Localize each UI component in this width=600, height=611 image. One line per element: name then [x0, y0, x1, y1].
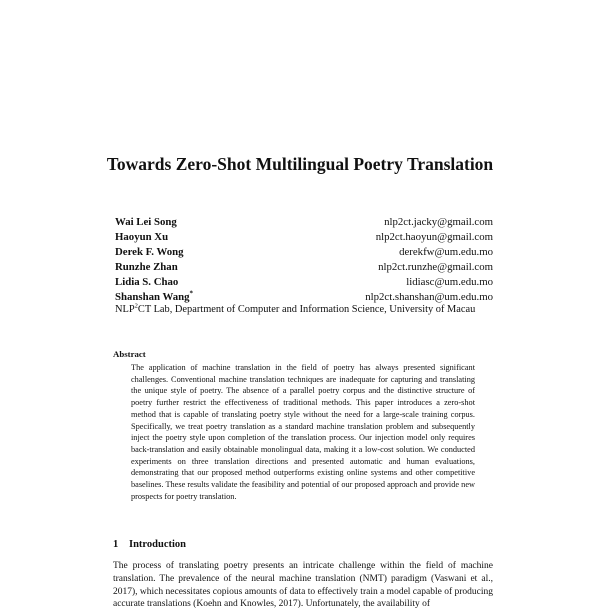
introduction-text: The process of translating poetry presents an intricate challenge within the field of machine translation. The prevalence of the neural machine translation (NMT) paradigm (Vaswani et al., 2017), which necessitates copious amounts of data to effectively train a model capable of producing accurate translations (Koehn and Knowles, 2017). Unfortunately, the availability of	[113, 561, 493, 610]
section-heading-introduction: 1 Introduction	[113, 539, 186, 550]
author-row	[115, 260, 493, 275]
author-email: derekfw@um.edu.mo	[399, 246, 493, 258]
author-email: nlp2ct.shanshan@um.edu.mo	[365, 291, 493, 303]
paper-title: Towards Zero-Shot Multilingual Poetry Translation	[106, 154, 494, 174]
author-name: Shanshan Wang*	[115, 289, 194, 303]
author-row	[115, 215, 493, 230]
corresponding-author-mark: *	[189, 289, 194, 298]
author-email: nlp2ct.runzhe@gmail.com	[378, 261, 493, 273]
author-name: Haoyun Xu	[115, 231, 169, 243]
author-name: Lidia S. Chao	[115, 276, 179, 288]
affiliation: NLP$^2$CT Lab, Department of Computer and Information Science, University of Macau	[115, 302, 476, 315]
author-name: Derek F. Wong	[115, 246, 184, 258]
abstract-heading: Abstract	[113, 349, 146, 359]
author-row	[115, 245, 493, 260]
author-name: Wai Lei Song	[115, 216, 177, 228]
abstract-text: The application of machine translation in the field of poetry has always presented significant challenges. Conventional machine translation techniques are inadequate for capturing and translating the unique style of poetry. The absence of a parallel poetry corpus and the distinctive structure of poetry further restrict the effectiveness of traditional methods. This paper introduces a zero-shot method that is capable of translating poetry style without the need for a large-scale training corpus. Specifically, we treat poetry translation as a standard machine translation problem and subsequently inject the poetry style upon completion of the translation process. Our injection model only requires back-translation and easily obtainable monolingual data, making it a low-cost solution. We conducted experiments on three translation directions and presented automatic and human evaluations, demonstrating that our proposed method outperforms existing online systems and other competitive baselines. These results validate the feasibility and potential of our proposed approach and provide new prospects for poetry translation.	[131, 363, 475, 501]
author-row	[115, 230, 493, 245]
author-list	[115, 215, 493, 305]
author-name: Runzhe Zhan	[115, 261, 178, 273]
author-email: nlp2ct.haoyun@gmail.com	[375, 231, 493, 243]
author-row	[115, 275, 493, 290]
author-email: nlp2ct.jacky@gmail.com	[384, 216, 493, 228]
author-email: lidiasc@um.edu.mo	[406, 276, 493, 288]
